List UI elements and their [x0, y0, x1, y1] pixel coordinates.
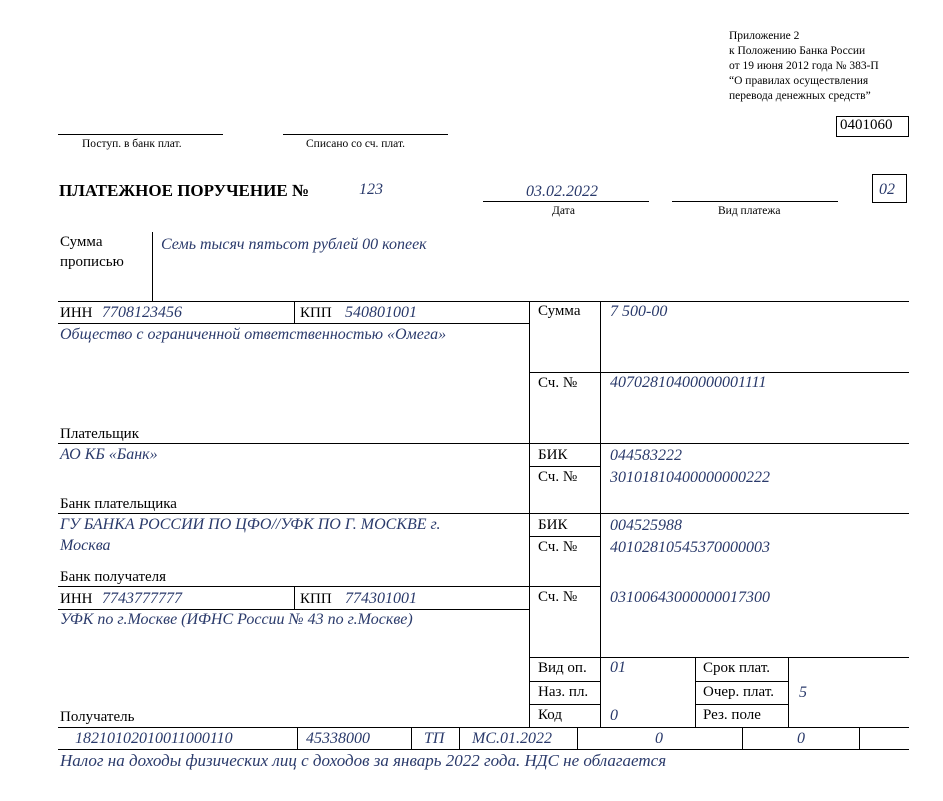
op-type-label: Вид оп.: [538, 660, 587, 676]
payment-purpose: Налог на доходы физических лиц с доходов за январь 2022 года. НДС не облагается: [60, 751, 667, 770]
payer-kpp-label: КПП: [300, 305, 332, 321]
amount-words-value: Семь тысяч пятьсот рублей 00 копеек: [161, 236, 427, 253]
date-label: Дата: [552, 205, 575, 217]
form-code: 0401060: [840, 117, 893, 133]
divider: [294, 586, 295, 609]
payee-inn-label: ИНН: [60, 591, 93, 607]
payee-bank-bik-label: БИК: [538, 517, 568, 533]
divider: [529, 704, 600, 705]
appendix-line: перевода денежных средств”: [729, 90, 871, 102]
appendix-line: от 19 июня 2012 года № 383-П: [729, 60, 879, 72]
debited-label: Списано со сч. плат.: [306, 138, 405, 150]
divider: [58, 727, 909, 728]
date-line: [483, 201, 649, 202]
payee-bank-label: Банк получателя: [60, 569, 167, 585]
divider: [529, 301, 530, 727]
payee-account-label: Сч. №: [538, 589, 578, 605]
op-type: 01: [610, 659, 626, 676]
payee-bank-bik: 004525988: [610, 517, 682, 534]
appendix-line: “О правилах осуществления: [729, 75, 869, 87]
divider: [411, 727, 412, 749]
divider: [58, 301, 909, 302]
divider: [600, 301, 601, 727]
payment-type-label: Вид платежа: [718, 205, 781, 217]
divider: [58, 586, 600, 587]
tax-period: МС.01.2022: [472, 730, 552, 747]
divider: [58, 443, 909, 444]
divider: [152, 232, 153, 301]
debited-line: [283, 134, 448, 135]
payer-account: 40702810400000001111: [610, 374, 767, 391]
amount-words-label: прописью: [60, 254, 124, 270]
payee-kpp: 774301001: [345, 590, 417, 607]
document-date: 03.02.2022: [526, 183, 598, 200]
kbk: 18210102010011000110: [75, 730, 233, 747]
sum-label: Сумма: [538, 303, 581, 319]
payer-inn: 7708123456: [102, 304, 182, 321]
document-title: ПЛАТЕЖНОЕ ПОРУЧЕНИЕ №: [59, 181, 310, 200]
payer-bank-bik: 044583222: [610, 447, 682, 464]
payee-bank-account: 40102810545370000003: [610, 539, 770, 556]
amount-words-label: Сумма: [60, 234, 103, 250]
oktmo: 45338000: [306, 730, 370, 747]
payment-type-line: [672, 201, 838, 202]
divider: [58, 323, 529, 324]
payee-inn: 7743777777: [102, 590, 182, 607]
divider: [695, 704, 788, 705]
payer-account-label: Сч. №: [538, 375, 578, 391]
payer-name: Общество с ограниченной ответственностью «Омега»: [60, 326, 447, 343]
payee-label: Получатель: [60, 709, 135, 725]
divider: [529, 536, 600, 537]
divider: [58, 513, 909, 514]
divider: [58, 749, 909, 750]
code-label: Код: [538, 707, 562, 723]
divider: [529, 372, 909, 373]
divider: [577, 727, 578, 749]
tax-doc-number: 0: [655, 730, 663, 747]
code-value: 0: [610, 707, 618, 724]
payer-inn-label: ИНН: [60, 305, 93, 321]
payer-bank-label: Банк плательщика: [60, 496, 177, 512]
divider: [742, 727, 743, 749]
payer-label: Плательщик: [60, 426, 139, 442]
payee-bank-name-cont: Москва: [60, 537, 111, 554]
payee-kpp-label: КПП: [300, 591, 332, 607]
term-label: Срок плат.: [703, 660, 771, 676]
document-number: 123: [359, 181, 383, 198]
divider: [695, 657, 696, 727]
priority-value: 5: [799, 684, 807, 701]
reserve-label: Рез. поле: [703, 707, 761, 723]
payee-bank-account-label: Сч. №: [538, 539, 578, 555]
divider: [859, 727, 860, 749]
payer-bank-account-label: Сч. №: [538, 469, 578, 485]
divider: [58, 609, 529, 610]
priority-label: Очер. плат.: [703, 684, 774, 700]
divider: [695, 681, 788, 682]
divider: [529, 466, 600, 467]
divider: [788, 657, 789, 727]
tax-doc-date: 0: [797, 730, 805, 747]
payer-bank-account: 30101810400000000222: [610, 469, 770, 486]
divider: [529, 681, 600, 682]
purpose-type-label: Наз. пл.: [538, 684, 589, 700]
payer-bank-name: АО КБ «Банк»: [60, 446, 158, 463]
payer-bank-bik-label: БИК: [538, 447, 568, 463]
sum-value: 7 500-00: [610, 303, 668, 320]
appendix-line: к Положению Банка России: [729, 45, 866, 57]
appendix-line: Приложение 2: [729, 30, 800, 42]
divider: [294, 301, 295, 323]
payer-kpp: 540801001: [345, 304, 417, 321]
divider: [459, 727, 460, 749]
payee-name: УФК по г.Москве (ИФНС России № 43 по г.Москве): [60, 611, 413, 628]
divider: [529, 657, 909, 658]
received-label: Поступ. в банк плат.: [82, 138, 182, 150]
payee-bank-name: ГУ БАНКА РОССИИ ПО ЦФО//УФК ПО Г. МОСКВЕ г.: [60, 516, 441, 533]
payee-account: 03100643000000017300: [610, 589, 770, 606]
divider: [297, 727, 298, 749]
received-line: [58, 134, 223, 135]
status-code: 02: [879, 181, 895, 198]
tax-basis: ТП: [424, 730, 445, 747]
